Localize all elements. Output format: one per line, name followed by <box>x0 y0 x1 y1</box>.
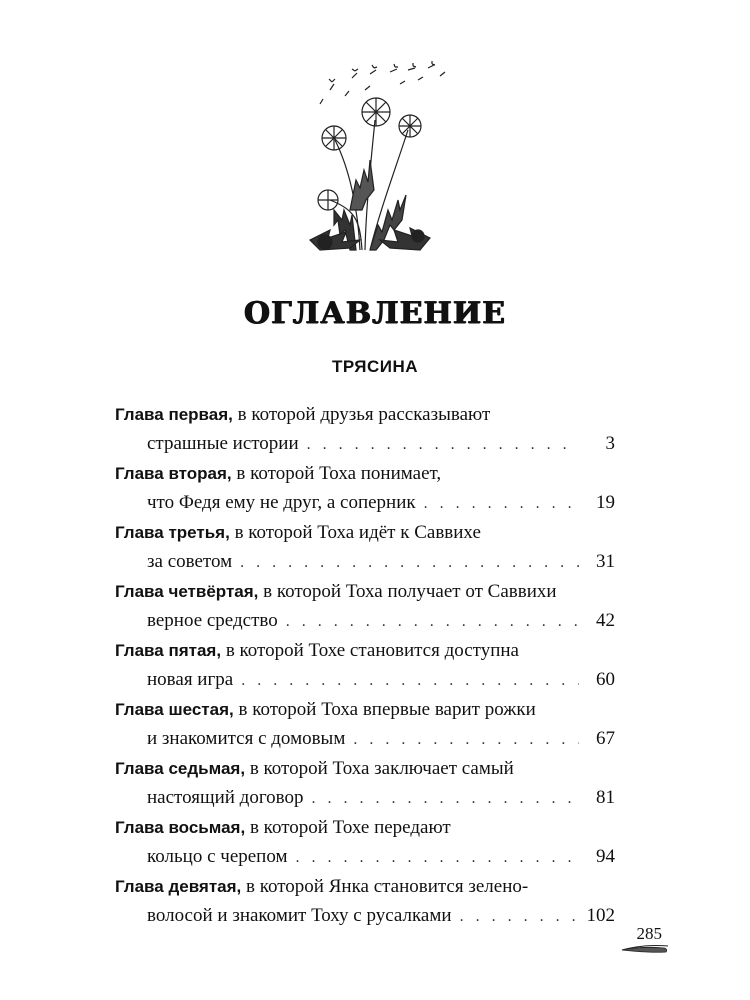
dot-leader <box>286 607 579 636</box>
dot-leader <box>241 666 579 695</box>
toc-entry-line <box>115 636 615 665</box>
toc-entry <box>115 400 615 459</box>
chapter-description: в которой Тоха идёт к Саввихе <box>229 522 481 543</box>
toc-entry-line <box>115 488 615 518</box>
section-title: ТРЯСИНА <box>331 357 419 376</box>
chapter-label: Глава четвёртая, <box>115 582 259 601</box>
chapter-description: в которой Янка становится зелено- <box>241 876 529 897</box>
chapter-label: Глава первая, <box>115 405 233 424</box>
chapter-page-number: 81 <box>596 787 615 808</box>
chapter-description: в которой друзья рассказывают <box>232 404 491 425</box>
dot-leader <box>240 548 579 577</box>
chapter-label: Глава вторая, <box>115 464 232 483</box>
dot-leader <box>312 784 579 813</box>
toc-entry-line <box>115 459 615 488</box>
chapter-page-number: 19 <box>596 492 615 513</box>
toc-entry-line <box>115 429 615 459</box>
table-of-contents <box>115 400 615 931</box>
chapter-description: в которой Тоха впервые варит рожки <box>233 699 536 720</box>
chapter-description: в которой Тоха заключает самый <box>245 758 514 779</box>
chapter-description-cont: и знакомится с домовым <box>147 728 346 749</box>
dandelion-head-left <box>322 126 346 150</box>
chapter-description: в которой Тоха получает от Саввихи <box>258 581 557 602</box>
toc-entry <box>115 518 615 577</box>
chapter-description-cont: волосой и знакомит Тоху с русалками <box>147 905 452 926</box>
dandelion-illustration <box>290 60 450 260</box>
chapter-page-number: 42 <box>596 610 615 631</box>
chapter-label: Глава девятая, <box>115 877 242 896</box>
chapter-label: Глава седьмая, <box>115 759 246 778</box>
chapter-description-cont: верное средство <box>147 610 278 631</box>
toc-entry <box>115 577 615 636</box>
toc-entry-line <box>115 813 615 842</box>
dandelion-head-low <box>318 190 338 210</box>
chapter-label: Глава восьмая, <box>115 818 246 837</box>
dandelion-flower-right <box>412 230 424 242</box>
chapter-page-number: 67 <box>596 728 615 749</box>
chapter-page-number: 3 <box>605 433 615 454</box>
toc-entry-line <box>115 518 615 547</box>
toc-entry-line <box>115 695 615 724</box>
dot-leader <box>353 725 579 754</box>
dandelion-flower-left <box>318 235 332 249</box>
dot-leader <box>296 843 579 872</box>
toc-entry <box>115 636 615 695</box>
page-number-badge <box>620 924 670 964</box>
chapter-page-number: 102 <box>586 905 615 926</box>
chapter-description-cont: настоящий договор <box>147 787 304 808</box>
toc-entry-line <box>115 547 615 577</box>
page-title: ОГЛАВЛЕНИЕ <box>243 296 507 331</box>
toc-entry-line <box>115 872 615 901</box>
page-number: 285 <box>636 924 662 943</box>
toc-entry-line <box>115 842 615 872</box>
dot-leader <box>307 430 579 459</box>
toc-entry-line <box>115 400 615 429</box>
dandelion-head-right <box>399 115 421 137</box>
page-number-flourish <box>620 924 670 964</box>
chapter-page-number: 60 <box>596 669 615 690</box>
toc-entry-line <box>115 606 615 636</box>
toc-entry-line <box>115 665 615 695</box>
toc-entry-line <box>115 901 615 931</box>
chapter-description-cont: что Федя ему не друг, а соперник <box>147 492 416 513</box>
toc-entry-line <box>115 783 615 813</box>
chapter-description-cont: страшные истории <box>147 433 299 454</box>
chapter-page-number: 31 <box>596 551 615 572</box>
chapter-label: Глава шестая, <box>115 700 234 719</box>
chapter-description-cont: за советом <box>147 551 233 572</box>
toc-entry <box>115 754 615 813</box>
chapter-page-number: 94 <box>596 846 615 867</box>
toc-entry <box>115 872 615 931</box>
chapter-description-cont: кольцо с черепом <box>147 846 288 867</box>
chapter-description-cont: новая игра <box>147 669 234 690</box>
toc-entry-line <box>115 754 615 783</box>
chapter-description: в которой Тохе становится доступна <box>221 640 519 661</box>
chapter-description: в которой Тохе передают <box>245 817 451 838</box>
toc-entry-line <box>115 724 615 754</box>
toc-entry <box>115 459 615 518</box>
toc-entry <box>115 813 615 872</box>
toc-entry <box>115 695 615 754</box>
flying-seeds <box>320 61 445 104</box>
chapter-label: Глава третья, <box>115 523 230 542</box>
chapter-label: Глава пятая, <box>115 641 222 660</box>
toc-entry-line <box>115 577 615 606</box>
dandelion-head-center <box>362 98 390 126</box>
chapter-description: в которой Тоха понимает, <box>231 463 442 484</box>
dot-leader <box>424 489 579 518</box>
dot-leader <box>460 902 579 931</box>
